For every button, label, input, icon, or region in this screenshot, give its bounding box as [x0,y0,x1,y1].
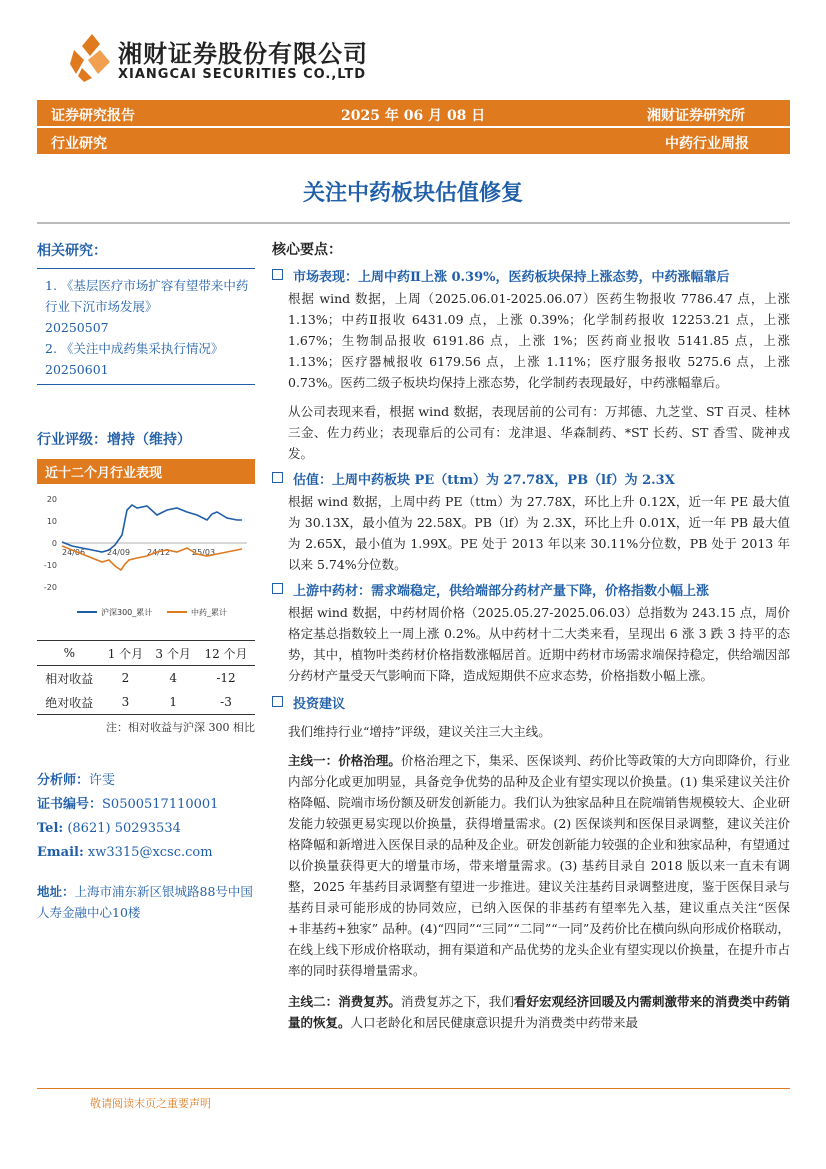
performance-table [37,640,255,715]
section-market-p1: 根据 wind 数据，上周（2025.06.01-2025.06.07）医药生物报收 7786.47 点，上涨 1.13%；中药Ⅱ报收 6431.09 点，上涨 0.39%；化学制药报收 12253.21 点，上涨 1.67%；生物制品报收 6191.86 点，上涨 1%；医药商业报收 5141.85 点，上涨 1.13%；医疗器械报收 6179.56 点，上涨 1.11%；医疗服务报收 5275.6 点，上涨 0.73%。医药二级子板块均保持上涨态势，化学制药表现最好，中药涨幅靠后。 [288,291,790,390]
analyst-contact [37,769,255,865]
performance-chart [37,490,255,640]
report-category: 行业研究 [51,136,107,152]
x-tick: 24/12 [147,548,171,557]
core-points-title: 核心要点： [272,242,342,258]
tel-number: (8621) 50293534 [67,821,181,836]
table-header: 12 个月 [204,646,248,661]
related-research-title: 相关研究： [37,243,107,259]
table-note: 注：相对收益与沪深 300 相比 [106,721,255,734]
y-tick: -20 [43,583,57,592]
bullet-box-icon [272,696,283,707]
perf-title: 近十二个月行业表现 [37,459,255,484]
section-advice-line1: 主线一：价格治理。价格治理之下，集采、医保谈判、药价比等政策的大方向即降价，行业内部分化或更加明显，具备竞争优势的品种及企业有望实现以价换量。(1) 集采建议关注价格降幅、院端市场份额及研发创新能力。我们认为独家品种且在院端销售规模较大、企业研发能力较强更易实现以价换量，获得增量需求。(2) 医保谈判和医保目录调整，建议关注价格降幅和新增进入医保目录的品种及企业。研发创新能力较强的企业和独家品种，有望通过以价换量获得更大的增量市场，带来增量需求。(3) 基药目录自 2018 版以来一直未有调整，2025 年基药目录调整有望进一步推进。建议关注基药目录调整进度，鉴于医保目录与基药目录可能形成的协同效应，已纳入医保的非基药有望率先入基，建议重点关注“医保+非基药+独家” 品种。(4)“四同”“三同”“二同”“一同”及药价比在横向纵向形成价格联动，在线上线下形成价格联动，拥有渠道和产品优势的龙头企业有望实现以价换量，在提升市占率的同时获得增量需求。 [288,753,790,978]
company-name-cn: 湘财证券股份有限公司 [118,40,368,68]
related-item[interactable]: 2. 《关注中成药集采执行情况》 [45,341,224,356]
y-tick: 10 [46,517,57,526]
analyst-name: 许雯 [89,773,116,788]
header-bar-bottom [37,128,790,154]
section-valuation-p1: 根据 wind 数据，上周中药 PE（ttm）为 27.78X，环比上升 0.12X，近一年 PE 最大值为 30.13X，最小值为 22.58X。PB（lf）为 2.3X，环比上升 0.01X，近一年 PB 最大值为 2.65X，最小值为 1.99X。PE 处于 2013 年以来 30.11%分位数，PB 处于 2013 年以来 5.74%分位数。 [288,494,790,572]
report-date: 2025 年 06 月 08 日 [341,108,486,124]
header-bar-top [37,100,790,126]
sidebar [37,240,255,923]
legend-hs300: 沪深300_累计 [101,608,153,617]
x-tick: 25/03 [192,548,216,557]
table-row: 相对收益 2 4 -12 [45,671,236,686]
email-label: Email: [37,845,84,860]
section-material-heading: 上游中药材：需求端稳定，供给端部分药材产量下降，价格指数小幅上涨 [272,581,790,602]
report-type: 证券研究报告 [51,108,135,124]
page-title: 关注中药板块估值修复 [302,181,523,206]
bullet-box-icon [272,269,283,280]
table-header: % [63,646,75,660]
cert-label: 证书编号： [37,797,103,812]
address-text: 上海市浦东新区银城路88号中国人寿金融中心10楼 [37,884,253,920]
section-advice-heading: 投资建议 [272,694,790,715]
y-tick: 20 [46,495,57,504]
email-address[interactable]: xw3315@xcsc.com [87,845,213,860]
section-valuation-heading: 估值：上周中药板块 PE（ttm）为 27.78X，PB（lf）为 2.3X [272,470,790,491]
footer-divider [37,1088,790,1089]
legend-tcm: 中药_累计 [191,608,227,617]
address [37,881,255,923]
y-tick: 0 [51,539,57,548]
table-row: 绝对收益 3 1 -3 [37,690,255,715]
related-item[interactable]: 1. 《基层医疗市场扩容有望带来中药行业下沉市场发展》 [45,278,249,314]
title-divider [37,222,790,224]
section-market-p2: 从公司表现来看，根据 wind 数据，表现居前的公司有：万邦德、九芝堂、ST 百灵、桂林三金、佐力药业；表现靠后的公司有：龙津退、华森制药、*ST 长药、ST 香雪、陇神戎发。 [288,404,790,461]
related-item-date: 20250507 [45,320,109,335]
analyst-label: 分析师： [37,773,90,788]
company-logo-icon [70,34,112,82]
company-name-en: XIANGCAI SECURITIES CO.,LTD [118,67,367,82]
y-tick: -10 [43,561,57,570]
x-tick: 24/09 [107,548,131,557]
institute: 湘财证券研究所 [647,108,745,124]
x-tick: 24/06 [62,548,86,557]
table-header: 3 个月 [155,646,191,661]
bullet-box-icon [272,472,283,483]
section-advice-p1: 我们维持行业“增持”评级，建议关注三大主线。 [288,724,551,739]
series-hs300 [62,505,242,552]
related-research-list [37,268,255,385]
main-content [272,240,790,1033]
report-series: 中药行业周报 [665,136,749,152]
section-market-heading: 市场表现：上周中药Ⅱ上涨 0.39%，医药板块保持上涨态势，中药涨幅靠后 [272,267,790,288]
industry-rating: 行业评级：增持（维持） [37,432,191,448]
footer-disclaimer[interactable]: 敬请阅读末页之重要声明 [90,1097,211,1110]
section-material-p1: 根据 wind 数据，中药材周价格（2025.05.27-2025.06.03）总指数为 243.15 点，周价格定基总指数较上一周上涨 0.2%。从中药材十二大类来看，呈现出 6 涨 3 跌 3 持平的态势，其中，植物叶类药材价格指数涨幅居首。近期中药材市场需求端保持稳定，供给端因部分药材产量受天气影响而下降，造成短期供不应求态势，价格指数小幅上涨。 [288,605,790,683]
tel-label: Tel: [37,821,64,836]
related-item-date: 20250601 [45,362,109,377]
cert-number: S0500517110001 [102,797,219,812]
address-label: 地址： [37,884,75,899]
table-header: 1 个月 [107,646,144,661]
section-advice-line2: 主线二：消费复苏。消费复苏之下，我们看好宏观经济回暖及内需刺激带来的消费类中药销量的恢复。人口老龄化和居民健康意识提升为消费类中药带来最 [288,994,790,1030]
bullet-box-icon [272,583,283,594]
